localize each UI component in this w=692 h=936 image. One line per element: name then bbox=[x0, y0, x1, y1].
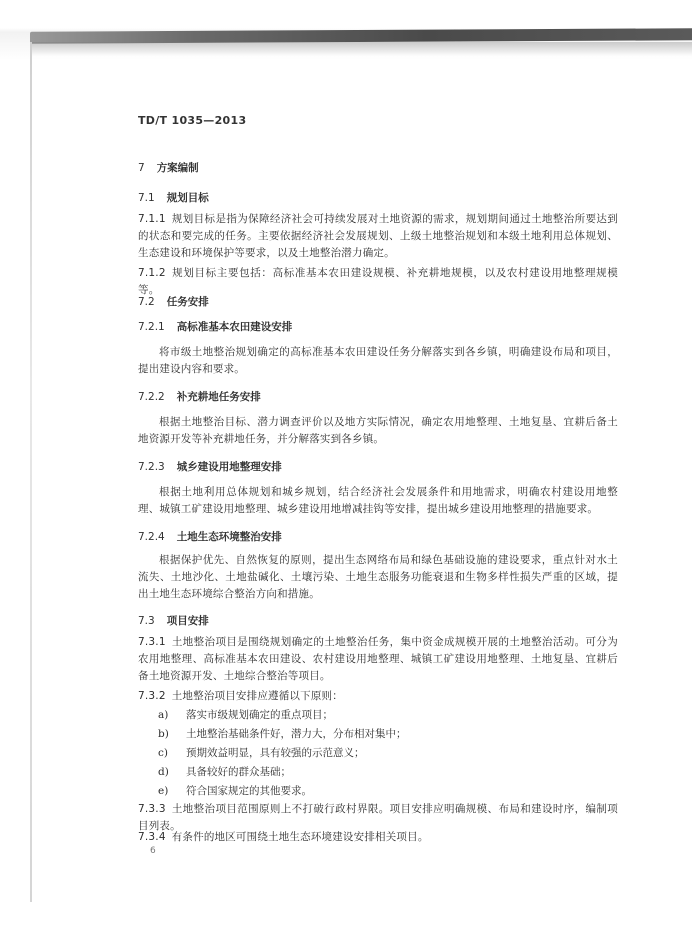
list-item-c bbox=[158, 745, 365, 762]
clause-number: 7.3.3 bbox=[138, 803, 166, 815]
clause-text: 土地整治项目安排应遵循以下原则： bbox=[171, 690, 343, 702]
list-text: 具备较好的群众基础； bbox=[186, 766, 291, 778]
clause-7-1-2 bbox=[138, 265, 618, 299]
clause-text: 规划目标是指为保障经济社会可持续发展对土地资源的需求，规划期间通过土地整治所要达到的状态和要完成的任务。主要依据经济社会发展规划、上级土地整治规划和本级土地利用总体规划、生态建设和环境保护等要求，以及土地整治潜力确定。 bbox=[138, 213, 618, 259]
list-text: 预期效益明显，具有较强的示范意义； bbox=[186, 747, 365, 759]
subsection-number: 7.2.1 bbox=[138, 321, 165, 333]
list-marker: b) bbox=[158, 728, 169, 740]
page-number: 6 bbox=[150, 846, 156, 856]
section-heading-7-2 bbox=[138, 294, 209, 309]
clause-7-1-1 bbox=[138, 211, 618, 262]
clause-text: 土地整治项目是围绕规划确定的土地整治任务，集中资金成规模开展的土地整治活动。可分为农用地整理、高标准基本农田建设、农村建设用地整理、城镇工矿建设用地整理、土地复垦、宜耕后备土地资源开发、土地综合整治等项目。 bbox=[138, 636, 618, 682]
clause-text: 土地整治项目范围原则上不打破行政村界限。项目安排应明确规模、布局和建设时序，编制项目列表。 bbox=[138, 803, 618, 832]
list-item-a bbox=[158, 707, 333, 724]
list-text: 落实市级规划确定的重点项目； bbox=[186, 709, 333, 721]
list-marker: d) bbox=[158, 766, 169, 778]
section-number: 7.1 bbox=[138, 192, 155, 204]
section-number: 7.2 bbox=[138, 296, 155, 308]
clause-text: 有条件的地区可围绕土地生态环境建设安排相关项目。 bbox=[171, 831, 429, 843]
section-number: 7.3 bbox=[138, 615, 155, 627]
subsection-title: 高标准基本农田建设安排 bbox=[176, 321, 293, 333]
list-item-b bbox=[158, 726, 407, 743]
subsection-heading-7-2-1 bbox=[138, 319, 292, 334]
page-left-edge bbox=[30, 42, 32, 902]
list-item-e bbox=[158, 783, 312, 800]
subsection-title: 土地生态环境整治安排 bbox=[176, 531, 282, 543]
subsection-number: 7.2.4 bbox=[138, 531, 165, 543]
scanner-edge-fade bbox=[30, 42, 692, 56]
list-text: 土地整治基础条件好，潜力大，分布相对集中； bbox=[186, 728, 407, 740]
clause-number: 7.1.2 bbox=[138, 267, 166, 279]
clause-number: 7.3.1 bbox=[138, 636, 166, 648]
clause-7-2-2-text: 根据土地整治目标、潜力调查评价以及地方实际情况，确定农用地整理、土地复垦、宜耕后备土地资源开发等补充耕地任务，并分解落实到各乡镇。 bbox=[138, 416, 618, 445]
clause-number: 7.3.2 bbox=[138, 690, 166, 702]
list-marker: c) bbox=[158, 747, 168, 759]
clause-7-2-4-text: 根据保护优先、自然恢复的原则，提出生态网络布局和绿色基础设施的建设要求，重点针对水土流失、土地沙化、土地盐碱化、土壤污染、土地生态服务功能衰退和生物多样性损失严重的区域，提出土地生态环境综合整治方向和措施。 bbox=[138, 554, 618, 600]
standard-code: TD/T 1035—2013 bbox=[138, 114, 247, 127]
subsection-title: 城乡建设用地整理安排 bbox=[176, 461, 282, 473]
section-title: 规划目标 bbox=[166, 192, 209, 204]
list-item-d bbox=[158, 764, 291, 781]
section-heading-7-3 bbox=[138, 613, 209, 628]
clause-7-2-1-text: 将市级土地整治规划确定的高标准基本农田建设任务分解落实到各乡镇，明确建设布局和项目，提出建设内容和要求。 bbox=[138, 346, 618, 375]
list-text: 符合国家规定的其他要求。 bbox=[186, 785, 312, 797]
subsection-heading-7-2-4 bbox=[138, 529, 282, 544]
list-marker: e) bbox=[158, 785, 169, 797]
subsection-heading-7-2-2 bbox=[138, 389, 261, 404]
section-title: 项目安排 bbox=[166, 615, 209, 627]
section-heading-7-1 bbox=[138, 190, 209, 205]
subsection-heading-7-2-3 bbox=[138, 459, 282, 474]
clause-number: 7.3.4 bbox=[138, 831, 166, 843]
section-title: 任务安排 bbox=[166, 296, 209, 308]
subsection-number: 7.2.2 bbox=[138, 391, 165, 403]
clause-number: 7.1.1 bbox=[138, 213, 166, 225]
clause-7-3-2 bbox=[138, 688, 618, 705]
section-number: 7 bbox=[138, 162, 145, 174]
clause-7-3-4 bbox=[138, 829, 618, 846]
subsection-title: 补充耕地任务安排 bbox=[176, 391, 261, 403]
subsection-number: 7.2.3 bbox=[138, 461, 165, 473]
section-title: 方案编制 bbox=[156, 162, 199, 174]
clause-text: 规划目标主要包括：高标准基本农田建设规模、补充耕地规模，以及农村建设用地整理规模等。 bbox=[138, 267, 618, 296]
section-heading-7 bbox=[138, 160, 199, 175]
clause-7-3-1 bbox=[138, 634, 618, 685]
list-marker: a) bbox=[158, 709, 169, 721]
clause-7-2-3-text: 根据土地利用总体规划和城乡规划，结合经济社会发展条件和用地需求，明确农村建设用地整理、城镇工矿建设用地整理、城乡建设用地增减挂钩等安排，提出城乡建设用地整理的措施要求。 bbox=[138, 486, 618, 515]
